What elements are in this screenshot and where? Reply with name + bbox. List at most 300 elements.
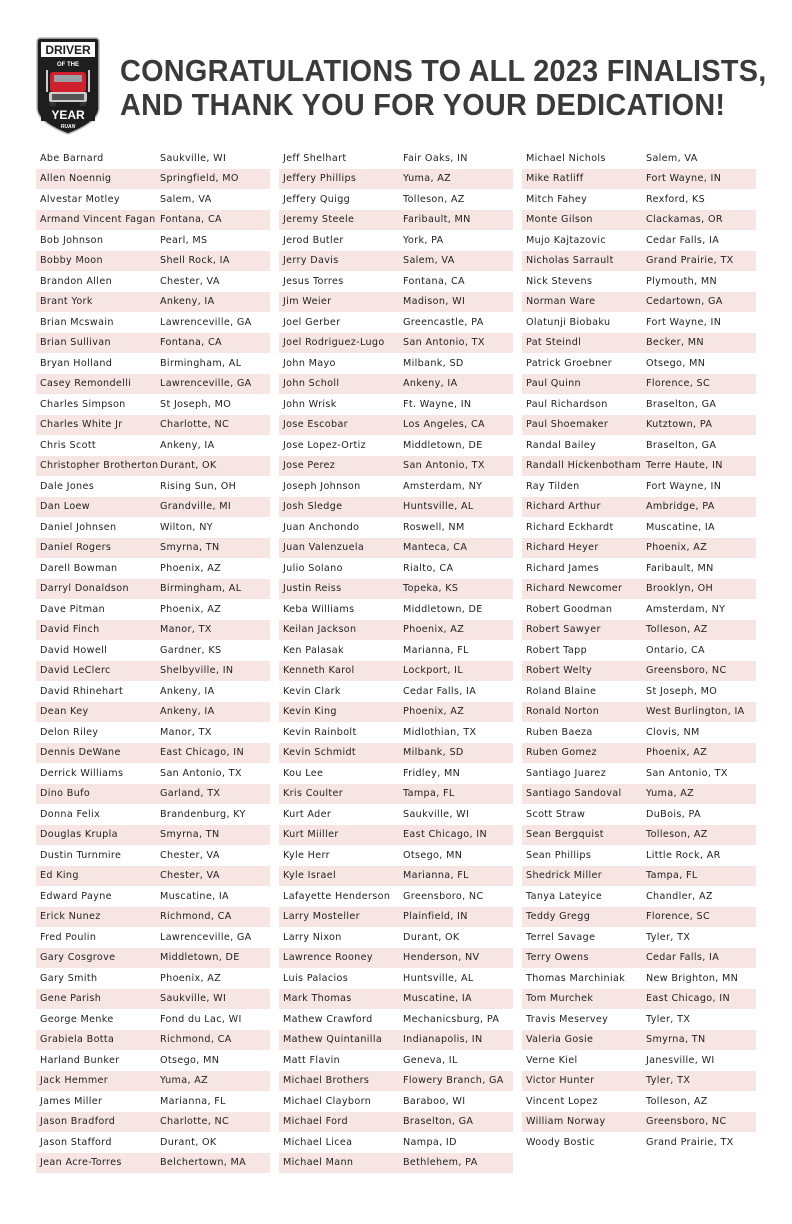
- finalist-name: Brian Sullivan: [40, 337, 111, 349]
- finalist-name: Kou Lee: [283, 767, 324, 779]
- finalist-row: [279, 374, 513, 395]
- finalist-location: Ankeny, IA: [160, 706, 215, 718]
- finalists-column-2: [279, 148, 513, 1173]
- finalist-location: Durant, OK: [160, 460, 217, 472]
- finalist-location: Amsterdam, NY: [403, 480, 483, 492]
- finalist-row: [522, 497, 756, 518]
- finalist-row: [279, 722, 513, 743]
- finalist-row: [36, 292, 270, 313]
- finalist-row: [522, 210, 756, 231]
- finalist-location: Muscatine, IA: [403, 993, 472, 1005]
- finalist-location: Fort Wayne, IN: [646, 316, 722, 328]
- finalist-name: Tanya Lateyice: [526, 890, 603, 902]
- finalist-name: Jason Bradford: [40, 1116, 116, 1128]
- finalist-row: [36, 681, 270, 702]
- finalist-row: [36, 312, 270, 333]
- finalist-row: [279, 804, 513, 825]
- finalist-row: [279, 743, 513, 764]
- finalist-name: David Rhinehart: [40, 685, 124, 697]
- finalist-location: Tolleson, AZ: [403, 193, 465, 205]
- finalist-location: Rising Sun, OH: [160, 480, 237, 492]
- finalist-name: Ken Palasak: [283, 644, 344, 656]
- finalist-row: [522, 1091, 756, 1112]
- finalist-name: Donna Felix: [40, 808, 101, 820]
- finalist-name: Terry Owens: [526, 952, 589, 964]
- finalist-row: [36, 558, 270, 579]
- finalist-name: Juan Valenzuela: [283, 542, 365, 554]
- finalist-location: Brandenburg, KY: [160, 808, 246, 820]
- finalist-name: John Scholl: [283, 378, 340, 390]
- finalist-location: Middletown, DE: [160, 952, 240, 964]
- finalist-location: Tampa, FL: [403, 788, 455, 800]
- finalist-name: Sean Bergquist: [526, 829, 604, 841]
- finalist-location: Chandler, AZ: [646, 890, 713, 902]
- finalist-row: [36, 804, 270, 825]
- finalist-name: William Norway: [526, 1116, 606, 1128]
- finalist-location: East Chicago, IN: [646, 993, 731, 1005]
- finalist-location: Richmond, CA: [160, 911, 232, 923]
- finalist-row: [36, 579, 270, 600]
- finalist-name: Woody Bostic: [526, 1136, 595, 1148]
- finalist-row: [522, 661, 756, 682]
- finalists-column-1: [36, 148, 270, 1173]
- finalist-location: New Brighton, MN: [646, 972, 739, 984]
- finalist-name: John Mayo: [283, 357, 336, 369]
- finalist-row: [279, 1050, 513, 1071]
- finalist-location: Tyler, TX: [646, 1013, 691, 1025]
- finalist-row: [279, 456, 513, 477]
- finalist-location: Clackamas, OR: [646, 214, 723, 226]
- finalist-location: Middletown, DE: [403, 439, 483, 451]
- finalist-location: Clovis, NM: [646, 726, 700, 738]
- finalist-location: Charlotte, NC: [160, 419, 230, 431]
- finalist-row: [279, 825, 513, 846]
- finalist-name: Vincent Lopez: [526, 1095, 598, 1107]
- finalist-name: Casey Remondelli: [40, 378, 132, 390]
- finalist-row: [36, 640, 270, 661]
- finalist-name: Mitch Fahey: [526, 193, 588, 205]
- finalist-name: Sean Phillips: [526, 849, 592, 861]
- finalist-row: [279, 333, 513, 354]
- finalist-name: Jerry Davis: [283, 255, 339, 267]
- finalist-location: Grand Prairie, TX: [646, 255, 734, 267]
- finalist-name: Scott Straw: [526, 808, 586, 820]
- finalist-name: Jack Hemmer: [40, 1075, 109, 1087]
- finalist-row: [522, 271, 756, 292]
- finalist-row: [279, 271, 513, 292]
- finalist-location: Roswell, NM: [403, 521, 465, 533]
- finalist-location: Shelbyville, IN: [160, 665, 234, 677]
- finalist-location: Becker, MN: [646, 337, 704, 349]
- finalist-row: [36, 866, 270, 887]
- finalist-location: San Antonio, TX: [160, 767, 242, 779]
- finalist-location: Ankeny, IA: [160, 296, 215, 308]
- finalist-location: Yuma, AZ: [403, 173, 452, 185]
- logo-line1: DRIVER: [45, 43, 91, 57]
- finalist-name: Justin Reiss: [283, 583, 342, 595]
- finalist-row: [522, 927, 756, 948]
- page-headline: [120, 54, 767, 122]
- finalist-name: Julio Solano: [283, 562, 343, 574]
- finalist-row: [36, 1091, 270, 1112]
- finalist-name: John Wrisk: [283, 398, 337, 410]
- finalist-name: Santiago Juarez: [526, 767, 607, 779]
- finalist-name: Brandon Allen: [40, 275, 113, 287]
- finalist-row: [522, 333, 756, 354]
- finalist-location: Tyler, TX: [646, 931, 691, 943]
- finalist-location: Manor, TX: [160, 726, 212, 738]
- finalist-name: Michael Mann: [283, 1157, 354, 1169]
- finalist-row: [522, 169, 756, 190]
- finalist-name: Richard Heyer: [526, 542, 599, 554]
- finalist-location: Phoenix, AZ: [160, 972, 222, 984]
- finalist-location: Faribault, MN: [646, 562, 714, 574]
- finalist-row: [522, 866, 756, 887]
- finalist-location: Smyrna, TN: [160, 829, 220, 841]
- finalist-location: Marianna, FL: [160, 1095, 226, 1107]
- finalist-name: Kevin Rainbolt: [283, 726, 357, 738]
- finalist-location: Indianapolis, IN: [403, 1034, 483, 1046]
- finalist-name: Mark Thomas: [283, 993, 352, 1005]
- finalist-name: Grabiela Botta: [40, 1034, 115, 1046]
- finalist-row: [36, 353, 270, 374]
- finalist-location: Smyrna, TN: [646, 1034, 706, 1046]
- finalist-row: [279, 620, 513, 641]
- finalist-name: David LeClerc: [40, 665, 111, 677]
- finalist-row: [36, 1030, 270, 1051]
- finalist-name: Dennis DeWane: [40, 747, 121, 759]
- finalist-row: [279, 907, 513, 928]
- finalist-row: [36, 1153, 270, 1174]
- finalists-column-3: [522, 148, 756, 1153]
- finalist-location: Phoenix, AZ: [646, 542, 708, 554]
- finalist-name: Allen Noennig: [40, 173, 112, 185]
- finalist-name: Michael Nichols: [526, 152, 606, 164]
- finalist-row: [36, 189, 270, 210]
- finalist-location: Mechanicsburg, PA: [403, 1013, 500, 1025]
- finalist-name: Fred Poulin: [40, 931, 97, 943]
- finalist-name: Matt Flavin: [283, 1054, 341, 1066]
- finalist-row: [36, 886, 270, 907]
- finalist-row: [36, 784, 270, 805]
- finalist-row: [522, 189, 756, 210]
- finalist-row: [522, 292, 756, 313]
- finalist-row: [279, 1153, 513, 1174]
- finalist-location: Salem, VA: [160, 193, 212, 205]
- finalist-row: [279, 1132, 513, 1153]
- finalist-name: David Howell: [40, 644, 108, 656]
- finalist-row: [279, 1091, 513, 1112]
- finalist-row: [36, 620, 270, 641]
- finalist-location: Gardner, KS: [160, 644, 222, 656]
- finalist-row: [279, 538, 513, 559]
- finalist-name: Mathew Crawford: [283, 1013, 373, 1025]
- finalist-row: [36, 538, 270, 559]
- finalist-row: [36, 825, 270, 846]
- finalist-location: Otsego, MN: [403, 849, 463, 861]
- finalist-row: [36, 271, 270, 292]
- finalist-row: [522, 476, 756, 497]
- finalist-name: Derrick Williams: [40, 767, 124, 779]
- finalist-location: Topeka, KS: [403, 583, 459, 595]
- finalist-name: Alvestar Motley: [40, 193, 120, 205]
- finalist-location: Otsego, MN: [646, 357, 706, 369]
- finalist-location: Smyrna, TN: [160, 542, 220, 554]
- finalist-location: Bethlehem, PA: [403, 1157, 478, 1169]
- finalist-location: Tyler, TX: [646, 1075, 691, 1087]
- finalist-row: [522, 456, 756, 477]
- finalist-row: [522, 374, 756, 395]
- finalist-location: Fridley, MN: [403, 767, 461, 779]
- finalist-name: Patrick Groebner: [526, 357, 613, 369]
- finalist-location: Brooklyn, OH: [646, 583, 714, 595]
- finalist-location: Lawrenceville, GA: [160, 378, 252, 390]
- finalist-row: [279, 476, 513, 497]
- finalist-location: Baraboo, WI: [403, 1095, 466, 1107]
- finalist-name: Kurt Miiller: [283, 829, 339, 841]
- finalist-name: Bob Johnson: [40, 234, 104, 246]
- finalist-name: Dino Bufo: [40, 788, 91, 800]
- finalist-name: Ruben Baeza: [526, 726, 593, 738]
- finalist-name: Kevin Clark: [283, 685, 341, 697]
- finalist-row: [522, 640, 756, 661]
- finalist-name: Mike Ratliff: [526, 173, 584, 185]
- finalist-location: Muscatine, IA: [160, 890, 229, 902]
- finalist-name: Larry Nixon: [283, 931, 342, 943]
- finalist-location: Cedar Falls, IA: [646, 952, 720, 964]
- finalist-location: Cedartown, GA: [646, 296, 723, 308]
- finalist-name: Roland Blaine: [526, 685, 597, 697]
- finalist-name: Monte Gilson: [526, 214, 593, 226]
- finalist-location: Nampa, ID: [403, 1136, 457, 1148]
- finalist-location: Fair Oaks, IN: [403, 152, 468, 164]
- finalist-location: West Burlington, IA: [646, 706, 745, 718]
- finalist-location: Tolleson, AZ: [646, 829, 708, 841]
- finalist-name: Jose Escobar: [283, 419, 348, 431]
- finalist-location: Amsterdam, NY: [646, 603, 726, 615]
- finalist-row: [522, 353, 756, 374]
- finalist-name: Joel Rodriguez-Lugo: [283, 337, 385, 349]
- finalist-name: Ronald Norton: [526, 706, 600, 718]
- finalist-row: [279, 353, 513, 374]
- finalist-name: Darryl Donaldson: [40, 583, 129, 595]
- finalist-location: Yuma, AZ: [160, 1075, 209, 1087]
- finalist-row: [522, 784, 756, 805]
- finalist-location: Saukville, WI: [160, 152, 227, 164]
- finalist-location: Ankeny, IA: [160, 685, 215, 697]
- finalist-name: Kevin Schmidt: [283, 747, 357, 759]
- finalist-location: Lawrenceville, GA: [160, 931, 252, 943]
- finalist-location: Tolleson, AZ: [646, 1095, 708, 1107]
- finalist-row: [522, 1071, 756, 1092]
- finalist-name: Douglas Krupla: [40, 829, 118, 841]
- finalist-name: Jeffery Phillips: [283, 173, 357, 185]
- finalist-name: Gary Cosgrove: [40, 952, 116, 964]
- finalist-row: [36, 517, 270, 538]
- finalist-row: [279, 1071, 513, 1092]
- finalist-location: San Antonio, TX: [403, 337, 485, 349]
- finalist-location: Richmond, CA: [160, 1034, 232, 1046]
- finalist-name: Michael Ford: [283, 1116, 348, 1128]
- finalist-location: DuBois, PA: [646, 808, 701, 820]
- finalist-location: Fort Wayne, IN: [646, 173, 722, 185]
- finalist-location: Fontana, CA: [403, 275, 465, 287]
- finalist-name: Jesus Torres: [283, 275, 344, 287]
- finalist-location: Belchertown, MA: [160, 1157, 247, 1169]
- finalist-location: Faribault, MN: [403, 214, 471, 226]
- finalist-name: Terrel Savage: [526, 931, 596, 943]
- truck-icon: [46, 70, 90, 106]
- finalist-location: Plainfield, IN: [403, 911, 468, 923]
- finalist-name: Shedrick Miller: [526, 870, 603, 882]
- finalist-row: [36, 169, 270, 190]
- finalist-location: St Joseph, MO: [160, 398, 232, 410]
- finalist-name: Daniel Johnsen: [40, 521, 117, 533]
- finalist-row: [36, 456, 270, 477]
- finalist-name: Victor Hunter: [526, 1075, 595, 1087]
- finalist-name: Michael Clayborn: [283, 1095, 372, 1107]
- finalist-name: Verne Kiel: [526, 1054, 578, 1066]
- finalist-location: Fontana, CA: [160, 337, 222, 349]
- finalist-row: [522, 907, 756, 928]
- finalist-row: [36, 989, 270, 1010]
- finalist-row: [279, 968, 513, 989]
- finalist-row: [36, 927, 270, 948]
- finalist-name: Jeffery Quigg: [283, 193, 351, 205]
- finalist-name: Kurt Ader: [283, 808, 332, 820]
- finalist-name: David Finch: [40, 624, 100, 636]
- finalist-name: Richard Eckhardt: [526, 521, 614, 533]
- finalist-row: [522, 825, 756, 846]
- finalist-name: Robert Sawyer: [526, 624, 601, 636]
- finalist-name: Daniel Rogers: [40, 542, 112, 554]
- finalist-location: Wilton, NY: [160, 521, 213, 533]
- finalist-name: Larry Mosteller: [283, 911, 360, 923]
- finalist-row: [522, 804, 756, 825]
- finalist-location: Manteca, CA: [403, 542, 468, 554]
- finalist-location: Grand Prairie, TX: [646, 1136, 734, 1148]
- finalist-location: Terre Haute, IN: [646, 460, 723, 472]
- finalist-row: [522, 538, 756, 559]
- finalist-row: [279, 148, 513, 169]
- finalist-location: Florence, SC: [646, 911, 711, 923]
- finalist-row: [522, 763, 756, 784]
- finalist-location: Madison, WI: [403, 296, 466, 308]
- finalist-name: Richard Arthur: [526, 501, 601, 513]
- finalist-name: Randall Hickenbotham: [526, 460, 642, 472]
- finalist-name: Gary Smith: [40, 972, 98, 984]
- finalist-row: [279, 599, 513, 620]
- finalist-row: [522, 1050, 756, 1071]
- finalist-name: Mujo Kajtazovic: [526, 234, 607, 246]
- finalist-location: Salem, VA: [646, 152, 698, 164]
- finalist-row: [522, 968, 756, 989]
- finalist-name: Jose Perez: [283, 460, 336, 472]
- finalist-name: Erick Nunez: [40, 911, 101, 923]
- finalist-location: Chester, VA: [160, 870, 220, 882]
- finalist-row: [279, 886, 513, 907]
- finalist-name: Tom Murchek: [526, 993, 594, 1005]
- finalist-name: Mathew Quintanilla: [283, 1034, 383, 1046]
- finalist-name: Travis Meservey: [526, 1013, 609, 1025]
- finalist-name: Gene Parish: [40, 993, 102, 1005]
- finalist-row: [279, 784, 513, 805]
- headline-line2: AND THANK YOU FOR YOUR DEDICATION!: [120, 87, 726, 122]
- finalist-row: [36, 968, 270, 989]
- finalist-name: Lawrence Rooney: [283, 952, 373, 964]
- finalist-name: Abe Barnard: [40, 152, 104, 164]
- finalist-row: [279, 497, 513, 518]
- finalist-row: [36, 1112, 270, 1133]
- finalist-name: Dean Key: [40, 706, 89, 718]
- finalist-row: [36, 845, 270, 866]
- finalist-row: [522, 1030, 756, 1051]
- finalist-location: Midlothian, TX: [403, 726, 477, 738]
- finalist-name: Jason Stafford: [40, 1136, 112, 1148]
- finalist-row: [279, 927, 513, 948]
- finalist-row: [279, 640, 513, 661]
- finalist-location: Saukville, WI: [160, 993, 227, 1005]
- finalist-location: Fontana, CA: [160, 214, 222, 226]
- finalist-name: Robert Goodman: [526, 603, 613, 615]
- finalist-location: Cedar Falls, IA: [403, 685, 477, 697]
- finalist-location: Muscatine, IA: [646, 521, 715, 533]
- finalist-row: [36, 1132, 270, 1153]
- finalist-name: Jerod Butler: [283, 234, 344, 246]
- finalist-row: [279, 989, 513, 1010]
- finalist-row: [36, 148, 270, 169]
- finalist-row: [522, 886, 756, 907]
- finalist-location: Ankeny, IA: [160, 439, 215, 451]
- finalist-name: Ruben Gomez: [526, 747, 597, 759]
- finalist-name: Jeff Shelhart: [283, 152, 347, 164]
- finalist-location: Salem, VA: [403, 255, 455, 267]
- finalist-row: [279, 579, 513, 600]
- finalist-row: [279, 763, 513, 784]
- finalist-row: [279, 1009, 513, 1030]
- finalist-row: [36, 948, 270, 969]
- finalist-location: Durant, OK: [160, 1136, 217, 1148]
- finalist-name: Kris Coulter: [283, 788, 344, 800]
- finalist-name: Juan Anchondo: [283, 521, 360, 533]
- finalist-row: [522, 722, 756, 743]
- finalist-location: Phoenix, AZ: [646, 747, 708, 759]
- logo-brand: RUAN: [60, 124, 76, 130]
- finalist-location: Greensboro, NC: [646, 1116, 727, 1128]
- finalist-name: Jim Weier: [283, 296, 332, 308]
- finalist-name: Keilan Jackson: [283, 624, 357, 636]
- finalist-row: [36, 722, 270, 743]
- headline-line1: CONGRATULATIONS TO ALL 2023 FINALISTS,: [120, 53, 767, 88]
- finalist-location: Rexford, KS: [646, 193, 706, 205]
- finalist-location: Milbank, SD: [403, 747, 464, 759]
- finalist-location: Milbank, SD: [403, 357, 464, 369]
- finalist-location: Phoenix, AZ: [160, 562, 222, 574]
- finalist-name: Nicholas Sarrault: [526, 255, 614, 267]
- finalist-location: San Antonio, TX: [646, 767, 728, 779]
- finalist-name: Brian Mcswain: [40, 316, 114, 328]
- finalist-row: [36, 394, 270, 415]
- finalist-name: Santiago Sandoval: [526, 788, 622, 800]
- finalist-row: [36, 251, 270, 272]
- finalist-location: Chester, VA: [160, 275, 220, 287]
- finalist-row: [36, 599, 270, 620]
- finalist-row: [279, 866, 513, 887]
- finalist-row: [522, 599, 756, 620]
- finalist-row: [522, 251, 756, 272]
- finalist-name: Armand Vincent Fagan: [40, 214, 156, 226]
- finalist-row: [279, 169, 513, 190]
